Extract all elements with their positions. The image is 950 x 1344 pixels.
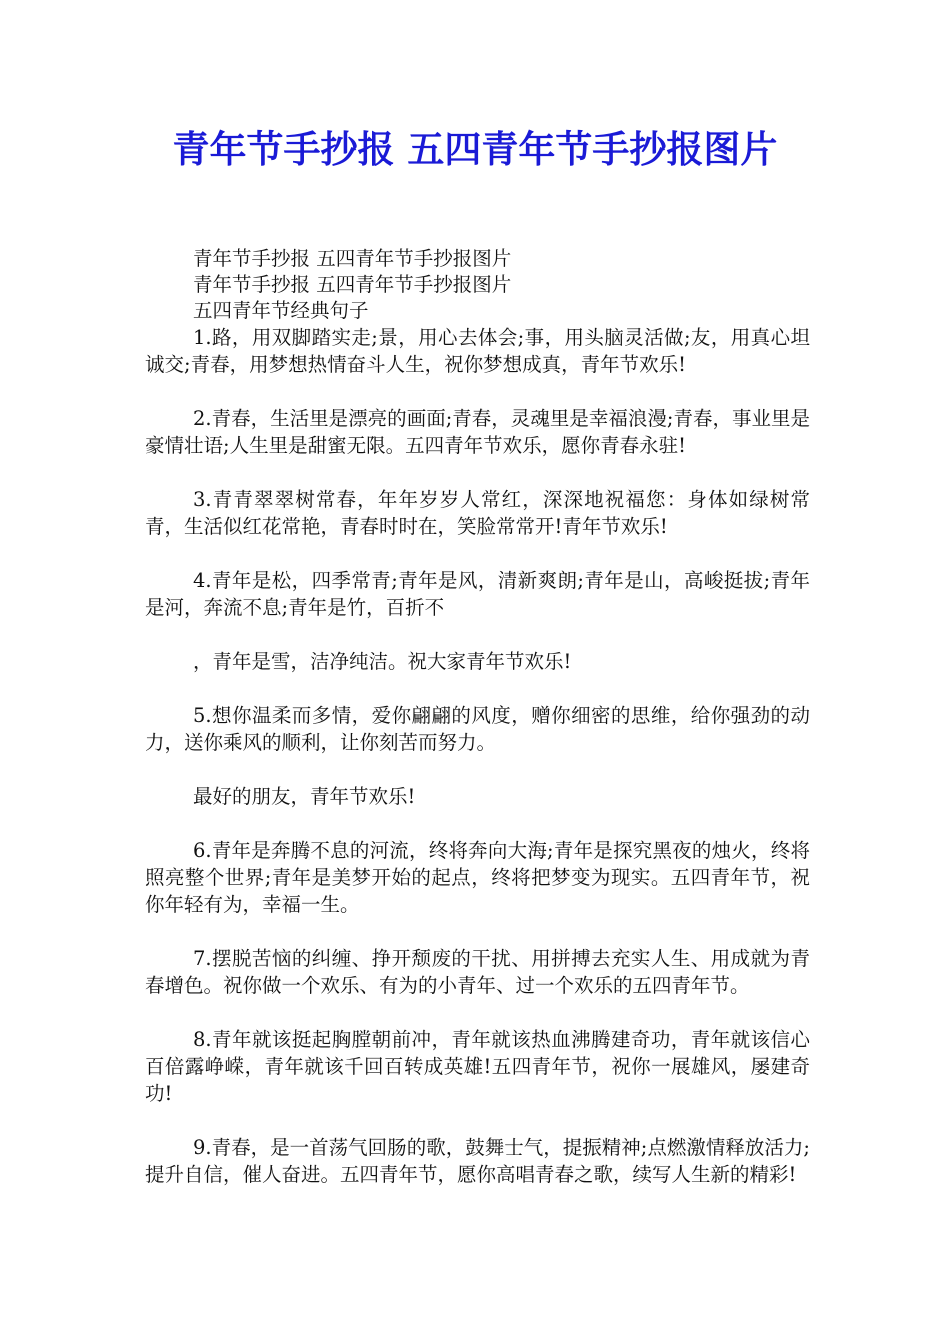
paragraph-gap [145,675,810,702]
paragraph-gap [145,540,810,567]
paragraph: 1.路，用双脚踏实走;景，用心去体会;事，用头脑灵活做;友，用真心坦诚交;青春，用梦想热情奋斗人生，祝你梦想成真，青年节欢乐! [145,326,810,376]
intro-line: 青年节手抄报 五四青年节手抄报图片 [193,247,512,270]
paragraph-gap [145,1107,810,1134]
document-body [145,246,810,1188]
paragraph-gap [145,810,810,837]
paragraph-gap [145,459,810,486]
paragraph: ，青年是雪，洁净纯洁。祝大家青年节欢乐! [193,650,572,673]
paragraph-gap [145,378,810,405]
document-title: 青年节手抄报 五四青年节手抄报图片 [172,127,778,171]
section-heading: 五四青年节经典句子 [193,299,369,322]
paragraph: 5.想你温柔而多情，爱你翩翩的风度，赠你细密的思维，给你强劲的动力，送你乘风的顺利，让你刻苦而努力。 [145,704,810,754]
paragraph: 6.青年是奔腾不息的河流，终将奔向大海;青年是探究黑夜的烛火，终将照亮整个世界;青年是美梦开始的起点，终将把梦变为现实。五四青年节，祝你年轻有为，幸福一生。 [145,839,810,916]
intro-line: 青年节手抄报 五四青年节手抄报图片 [193,273,512,296]
paragraph: 7.摆脱苦恼的纠缠、挣开颓废的干扰、用拼搏去充实人生、用成就为青春增色。祝你做一个欢乐、有为的小青年、过一个欢乐的五四青年节。 [145,947,810,997]
paragraph: 最好的朋友，青年节欢乐! [193,785,416,808]
paragraph: 9.青春，是一首荡气回肠的歌，鼓舞士气，提振精神;点燃激情释放活力;提升自信，催人奋进。五四青年节，愿你高唱青春之歌，续写人生新的精彩! [145,1136,810,1186]
paragraph: 8.青年就该挺起胸膛朝前冲，青年就该热血沸腾建奇功，青年就该信心百倍露峥嵘，青年就该千回百转成英雄!五四青年节，祝你一展雄风，屡建奇功! [145,1028,810,1105]
paragraph-gap [145,999,810,1026]
paragraph: 3.青青翠翠树常春，年年岁岁人常红，深深地祝福您：身体如绿树常青，生活似红花常艳，青春时时在，笑脸常常开!青年节欢乐! [145,488,810,538]
paragraph: 2.青春，生活里是漂亮的画面;青春，灵魂里是幸福浪漫;青春，事业里是豪情壮语;人生里是甜蜜无限。五四青年节欢乐，愿你青春永驻! [145,407,810,457]
paragraph-gap [145,756,810,783]
paragraph-gap [145,621,810,648]
paragraph-gap [145,918,810,945]
paragraph: 4.青年是松，四季常青;青年是风，清新爽朗;青年是山，高峻挺拔;青年是河，奔流不息;青年是竹，百折不 [145,569,810,619]
